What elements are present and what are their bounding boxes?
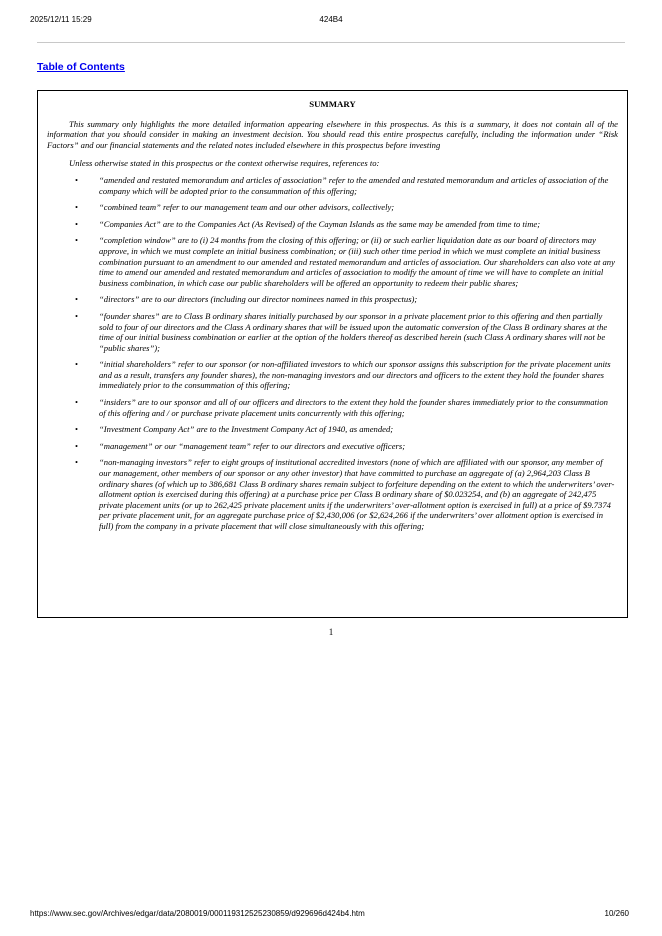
definition-text: “completion window” are to (i) 24 months from the closing of this offering; or (ii) or such earlier liquidation date as our board of directors may approve, in which we must complete an initial business combination; or (iii) such other time period in which we must complete an initial business combination pursuant to an amendment to our amended and restated memorandum and articles of association. Our shareholders can also vote at any time to amend our amended and restated memorandum and articles of association to modify the amount of time we will have to complete an initial business combination, in which case our public shareholders will be offered an opportunity to redeem their public shares; (99, 235, 615, 288)
definition-text: “management” or our “management team” refer to our directors and executive officers; (99, 440, 406, 451)
bullet-icon: • (75, 218, 79, 229)
bullet-icon: • (75, 440, 79, 451)
definition-item (38, 202, 627, 213)
footer-page-count: 10/260 (604, 909, 629, 918)
definition-item (38, 424, 627, 435)
header-divider (37, 42, 625, 43)
summary-intro: This summary only highlights the more detailed information appearing elsewhere in this prospectus. As this is a summary, it does not contain all of the information that you should consider in making an investment decision. You should read this entire prospectus carefully, including the information under “Risk Factors” and our financial statements and the related notes included elsewhere in this prospectus before investing (47, 118, 618, 150)
footer-url: https://www.sec.gov/Archives/edgar/data/2080019/000119312525230859/d929696d424b4.htm (30, 909, 365, 918)
bullet-icon: • (75, 397, 79, 408)
definition-text: “insiders” are to our sponsor and all of our officers and directors to the extent they hold the founder shares immediately prior to the consummation of this offering and / or purchase private placement units concurrently with this offering; (99, 397, 608, 418)
bullet-icon: • (75, 457, 79, 468)
definition-item (38, 175, 627, 196)
definition-item (38, 441, 627, 452)
definition-text: “initial shareholders” refer to our sponsor (or non-affiliated investors to which our sponsor assigns this subscription for the private placement units and as a result, transfers any founder shares), the non-managing investors and our directors and officers to the extent they hold the founder shares immediately prior to the consummation of this offering; (99, 359, 611, 391)
page-number: 1 (328, 627, 334, 637)
definition-item (38, 311, 627, 353)
bullet-icon: • (75, 174, 79, 185)
definition-text: “non-managing investors” refer to eight groups of institutional accredited investors (none of which are affiliated with our sponsor, any member of our management, other members of our sponsor or any other investor) that have committed to purchase an aggregate of (a) 2,964,203 Class B ordinary shares (of which up to 386,681 Class B ordinary shares remain subject to forfeiture depending on the extent to which the underwriters’ over-allotment option is exercised during this offering) at a purchase price per Class B ordinary share of $0.023254, and (b) an aggregate of 242,475 private placement units (or up to 262,425 private placement units if the underwriters’ over-allotment option is exercised in full) at a price of $9.7374 per private placement unit, for an aggregate purchase price of $2,430,006 (or $2,624,266 if the underwriters’ over allotment option is exercised in full) from the company in a private placement that will close simultaneously with this offering; (99, 457, 615, 531)
bullet-icon: • (75, 310, 79, 321)
definition-item (38, 359, 627, 391)
definition-text: “founder shares” are to Class B ordinary shares initially purchased by our sponsor in a private placement prior to this offering and then partially sold to four of our directors and the Class A ordinary shares that will be issued upon the automatic conversion of the Class B ordinary shares at the time of our initial business combination or earlier at the option of the holders thereof as described herein (such Class A ordinary shares will not be “public shares”); (99, 310, 608, 353)
bullet-icon: • (75, 359, 79, 370)
bullet-icon: • (75, 235, 79, 246)
summary-title: SUMMARY (309, 99, 356, 109)
summary-box (37, 90, 628, 618)
definition-item (38, 397, 627, 418)
table-of-contents-link[interactable]: Table of Contents (37, 61, 125, 73)
bullet-icon: • (75, 424, 79, 435)
definition-item (38, 235, 627, 288)
bullet-icon: • (75, 202, 79, 213)
definition-item (38, 457, 627, 531)
definition-text: “combined team” refer to our management team and our other advisors, collectively; (99, 202, 395, 213)
definition-text: “Investment Company Act” are to the Investment Company Act of 1940, as amended; (99, 424, 394, 435)
definition-text: “Companies Act” are to the Companies Act (As Revised) of the Cayman Islands as the same may be amended from time to time; (99, 218, 541, 229)
bullet-icon: • (75, 294, 79, 305)
definition-item (38, 219, 627, 230)
document-title: 424B4 (319, 15, 343, 24)
summary-lead: Unless otherwise stated in this prospectus or the context otherwise requires, references to: (69, 158, 380, 169)
definition-item (38, 294, 627, 305)
definition-text: “directors” are to our directors (including our director nominees named in this prospectus); (99, 294, 418, 305)
definition-text: “amended and restated memorandum and articles of association” refer to the amended and restated memorandum and articles of association of the company which will be adopted prior to the consummation of this offering; (99, 174, 609, 196)
definitions-list (38, 175, 627, 532)
print-datetime: 2025/12/11 15:29 (30, 15, 92, 24)
